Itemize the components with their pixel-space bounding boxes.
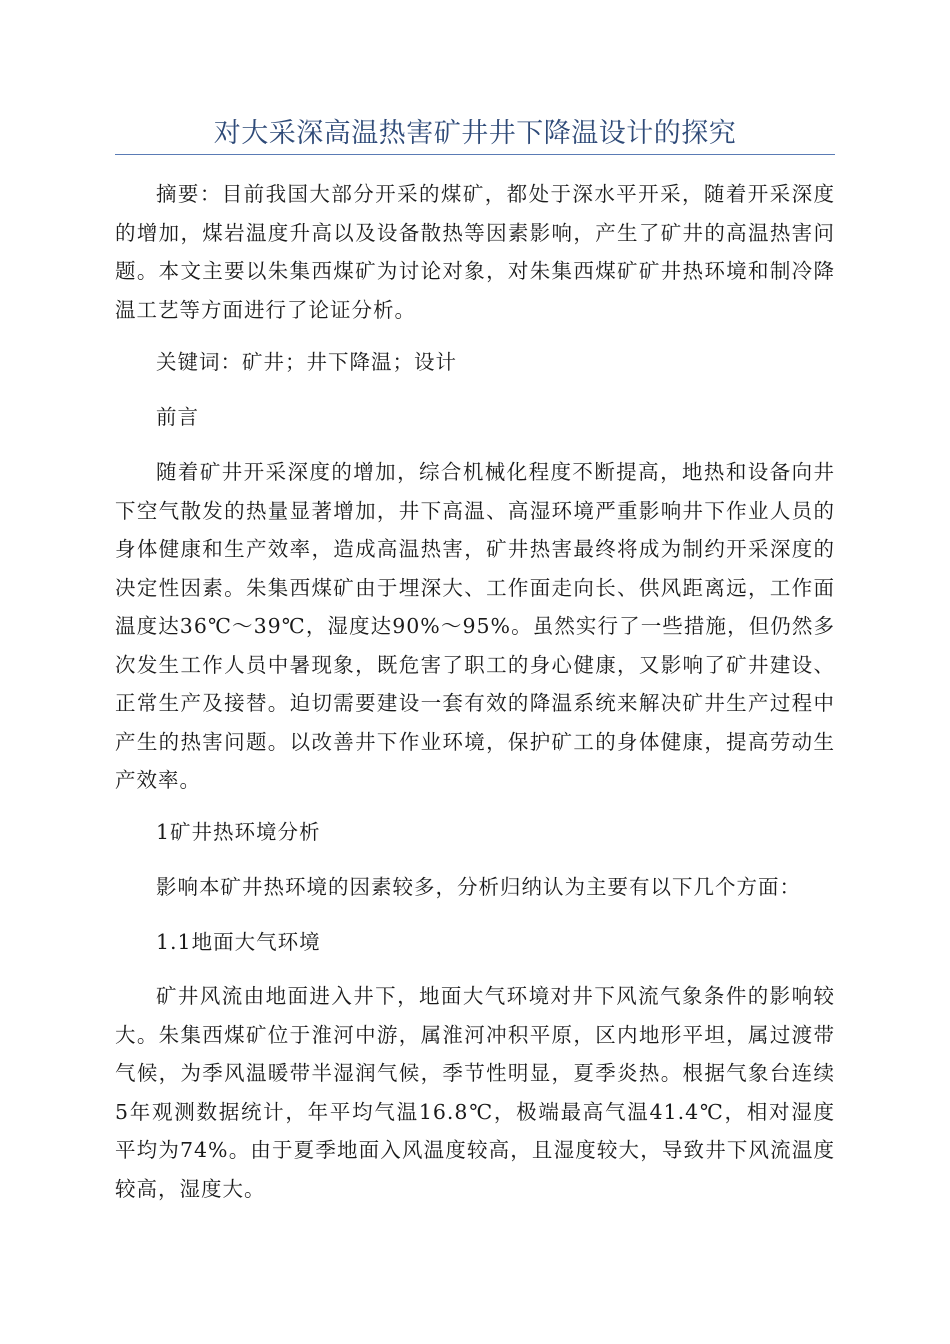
preface-heading: 前言: [156, 405, 199, 429]
section-1-heading: 1矿井热环境分析: [156, 820, 321, 844]
intro-paragraph: 随着矿井开采深度的增加，综合机械化程度不断提高，地热和设备向井下空气散发的热量显著增加，井下高温、高湿环境严重影响井下作业人员的身体健康和生产效率，造成高温热害，矿井热害最终将成为制约开采深度的决定性因素。朱集西煤矿由于埋深大、工作面走向长、供风距离远，工作面温度达36℃～39℃，湿度达90%～95%。虽然实行了一些措施，但仍然多次发生工作人员中暑现象，既危害了职工的身心健康，又影响了矿井建设、正常生产及接替。迫切需要建设一套有效的降温系统来解决矿井生产过程中产生的热害问题。以改善井下作业环境，保护矿工的身体健康，提高劳动生产效率。: [115, 460, 835, 792]
document-title: 对大采深高温热害矿井井下降温设计的探究: [213, 118, 737, 149]
section-1-intro: 影响本矿井热环境的因素较多，分析归纳认为主要有以下几个方面：: [156, 875, 801, 899]
abstract-paragraph: 摘要：目前我国大部分开采的煤矿，都处于深水平开采，随着开采深度的增加，煤岩温度升高以及设备散热等因素影响，产生了矿井的高温热害问题。本文主要以朱集西煤矿为讨论对象，对朱集西煤矿矿井热环境和制冷降温工艺等方面进行了论证分析。: [115, 182, 835, 322]
section-1-1-heading: 1.1地面大气环境: [156, 930, 321, 954]
section-1-1-paragraph: 矿井风流由地面进入井下，地面大气环境对井下风流气象条件的影响较大。朱集西煤矿位于淮河中游，属淮河冲积平原，区内地形平坦，属过渡带气候，为季风温暖带半湿润气候，季节性明显，夏季炎热。根据气象台连续5年观测数据统计，年平均气温16.8℃，极端最高气温41.4℃，相对湿度平均为74%。由于夏季地面入风温度较高，且湿度较大，导致井下风流温度较高，湿度大。: [115, 984, 835, 1201]
title-underline: [115, 154, 835, 155]
keywords-line: 关键词：矿井；井下降温；设计: [156, 350, 457, 374]
